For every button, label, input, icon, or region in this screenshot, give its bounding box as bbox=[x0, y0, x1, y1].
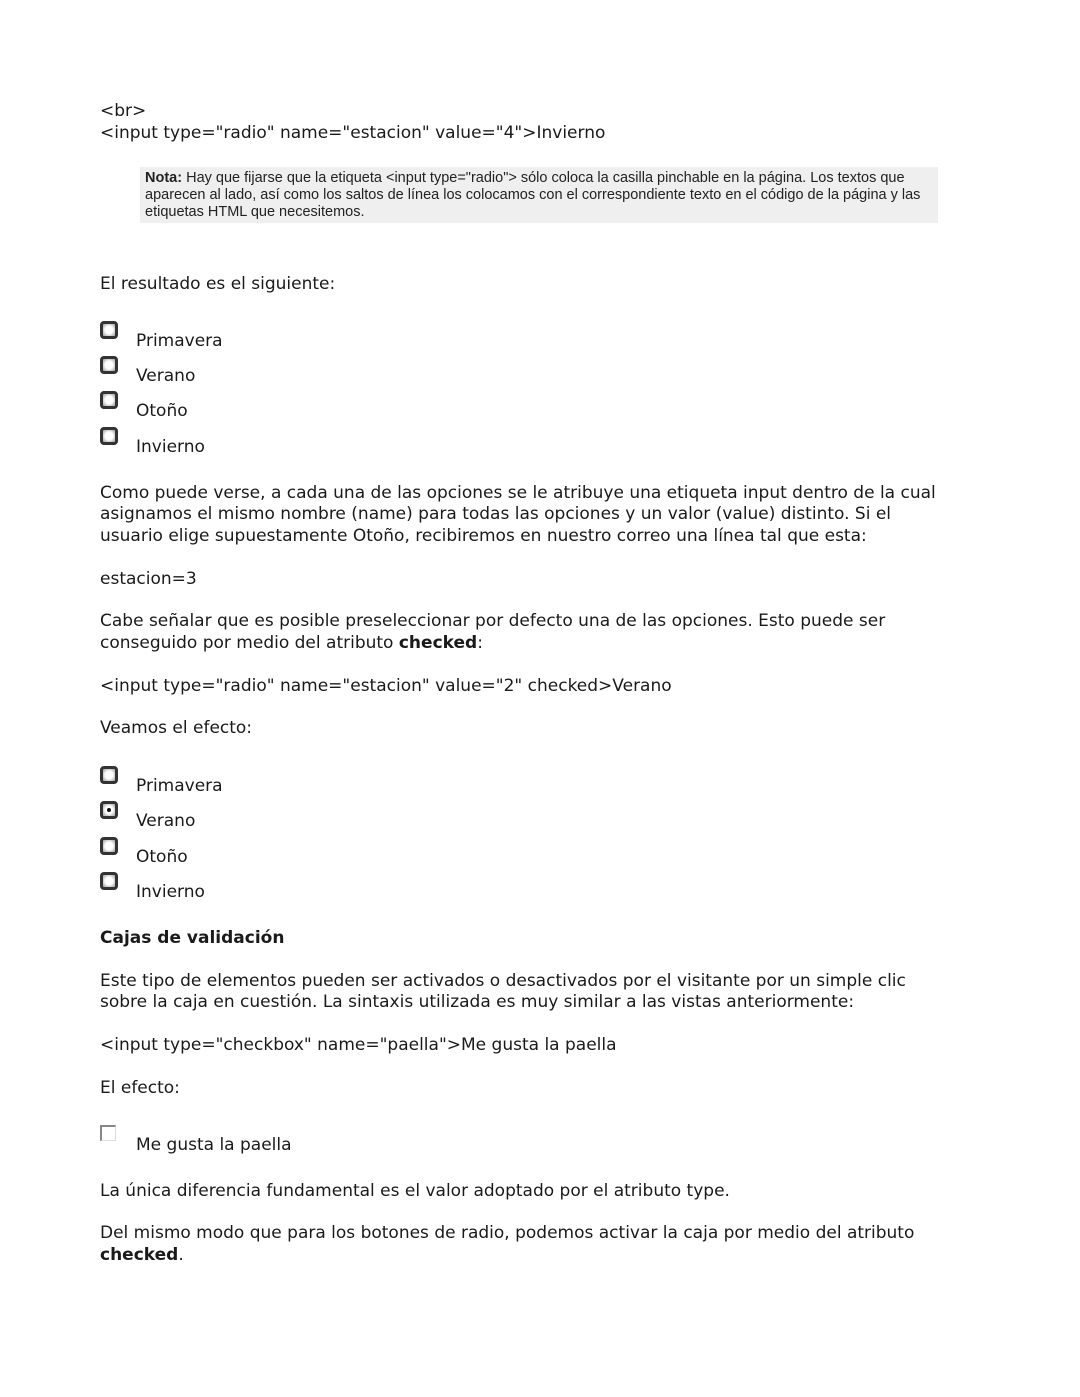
paragraph-line: Este tipo de elementos pueden ser activados o desactivados por el visitante por un simple clic bbox=[100, 971, 906, 991]
note-text: Hay que fijarse que la etiqueta <input type="radio"> sólo coloca la casilla pinchable en la página. Los textos que aparecen al lado, así como los saltos de línea los colocamos con el correspondiente texto en el código de la página y las etiquetas HTML que necesitemos. bbox=[145, 170, 921, 220]
note-label: Nota: bbox=[145, 170, 183, 186]
checkbox[interactable] bbox=[100, 1125, 116, 1141]
note-box bbox=[140, 167, 938, 223]
paragraph-line: sobre la caja en cuestión. La sintaxis utilizada es muy similar a las vistas anteriormente: bbox=[100, 992, 855, 1012]
radio-label: Invierno bbox=[136, 882, 205, 902]
example-output: estacion=3 bbox=[100, 569, 197, 589]
checkbox-label: Me gusta la paella bbox=[136, 1135, 292, 1155]
paragraph-line bbox=[100, 633, 483, 655]
text: conseguido por medio del atributo bbox=[100, 633, 399, 653]
code-line: <input type="radio" name="estacion" value="4">Invierno bbox=[100, 123, 606, 143]
paragraph-line: asignamos el mismo nombre (name) para todas las opciones y un valor (value) distinto. Si el bbox=[100, 504, 892, 524]
radio-label: Verano bbox=[136, 366, 196, 386]
radio-button[interactable] bbox=[100, 837, 118, 855]
radio-button[interactable] bbox=[100, 872, 118, 890]
paragraph-line: usuario elige supuestamente Otoño, recibiremos en nuestro correo una línea tal que esta: bbox=[100, 526, 867, 546]
bold-text: checked bbox=[398, 633, 478, 653]
code-line: <input type="radio" name="estacion" value="2" checked>Verano bbox=[100, 676, 672, 696]
paragraph-line: Como puede verse, a cada una de las opciones se le atribuye una etiqueta input dentro de la cual bbox=[100, 483, 936, 503]
radio-label: Otoño bbox=[136, 847, 188, 867]
radio-label: Invierno bbox=[136, 437, 205, 457]
paragraph: Veamos el efecto: bbox=[100, 718, 253, 738]
text: . bbox=[178, 1245, 184, 1265]
radio-button[interactable] bbox=[100, 356, 118, 374]
radio-label: Primavera bbox=[136, 331, 223, 351]
paragraph-line: Cabe señalar que es posible preseleccionar por defecto una de las opciones. Esto puede ser bbox=[100, 611, 886, 631]
radio-button[interactable] bbox=[100, 766, 118, 784]
radio-button[interactable] bbox=[100, 321, 118, 339]
bold-text: checked bbox=[100, 1245, 179, 1265]
section-heading: Cajas de validación bbox=[100, 928, 285, 948]
code-line: <br> bbox=[100, 101, 147, 121]
radio-button-checked[interactable] bbox=[100, 801, 118, 819]
text: : bbox=[477, 633, 483, 653]
radio-button[interactable] bbox=[100, 391, 118, 409]
radio-button[interactable] bbox=[100, 427, 118, 445]
paragraph-line bbox=[100, 1245, 184, 1267]
paragraph: El efecto: bbox=[100, 1078, 180, 1098]
code-line: <input type="checkbox" name="paella">Me gusta la paella bbox=[100, 1035, 617, 1055]
paragraph-line: Del mismo modo que para los botones de radio, podemos activar la caja por medio del atributo bbox=[100, 1223, 915, 1243]
radio-label: Otoño bbox=[136, 401, 188, 421]
radio-label: Primavera bbox=[136, 776, 223, 796]
radio-label: Verano bbox=[136, 811, 196, 831]
paragraph: La única diferencia fundamental es el valor adoptado por el atributo type. bbox=[100, 1181, 730, 1201]
paragraph: El resultado es el siguiente: bbox=[100, 274, 336, 294]
